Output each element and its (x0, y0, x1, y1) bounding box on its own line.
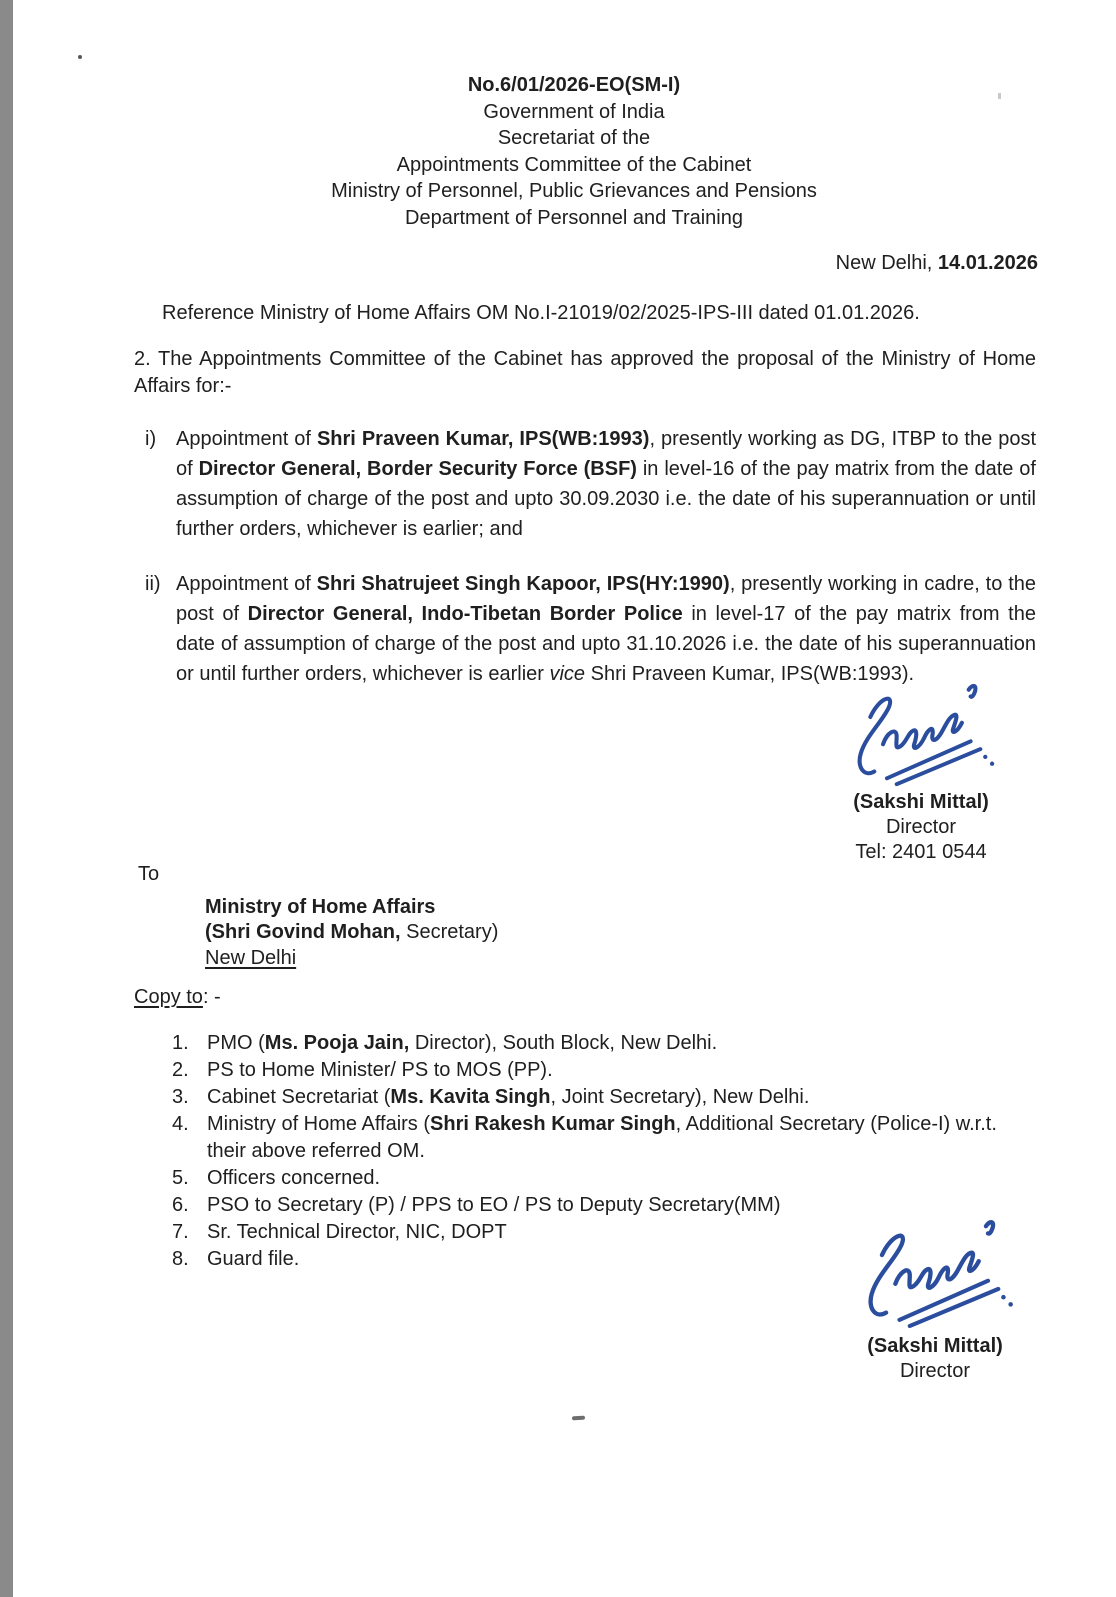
copy-to-item-text: PMO (Ms. Pooja Jain, Director), South Block, New Delhi. (207, 1032, 718, 1054)
list-number: 5. (172, 1167, 189, 1189)
place-and-date: New Delhi, 14.01.2026 (835, 252, 1038, 274)
list-marker: i) (145, 428, 157, 450)
scan-dash-mark (572, 1416, 585, 1421)
list-number: 8. (172, 1248, 189, 1270)
copy-to-heading: Copy to: - (134, 986, 221, 1008)
copy-to-item (134, 1030, 1039, 1057)
appointment-text: Appointment of Shri Shatrujeet Singh Kapoor, IPS(HY:1990), presently working in cadre, to the post of Director General, Indo-Tibetan Border Police in level-17 of the pay matrix from the date of assumption of charge of the post and upto 31.10.2026 i.e. the date of his superannuation or until further orders, whichever is earlier vice Shri Praveen Kumar, IPS(WB:1993). (176, 573, 1036, 685)
copy-to-item-text: Ministry of Home Affairs (Shri Rakesh Kumar Singh, Additional Secretary (Police-I) w.r.t. their above referred OM. (207, 1113, 997, 1162)
signatory-name: (Sakshi Mittal) (853, 791, 989, 813)
copy-to-item-text: Officers concerned. (207, 1167, 381, 1189)
paragraph-text: The Appointments Committee of the Cabinet has approved the proposal of the Ministry of Home Affairs for:- (134, 348, 1036, 397)
paragraph-number: 2. (134, 348, 151, 370)
addressee-person: (Shri Govind Mohan, Secretary) (205, 921, 499, 943)
signature-block-lower (845, 1212, 1025, 1384)
copy-to-item-text: Cabinet Secretariat (Ms. Kavita Singh, Joint Secretary), New Delhi. (207, 1086, 810, 1108)
addressee-city: New Delhi (205, 946, 297, 969)
list-number: 7. (172, 1221, 189, 1243)
list-number: 1. (172, 1032, 189, 1054)
copy-to-item-text: Guard file. (207, 1248, 300, 1270)
copy-to-item (134, 1165, 1039, 1192)
list-number: 6. (172, 1194, 189, 1216)
addressee (205, 895, 498, 972)
letterhead (134, 72, 1014, 231)
copy-to-item (134, 1111, 1039, 1165)
copy-to-item-text: PSO to Secretary (P) / PPS to EO / PS to Deputy Secretary(MM) (207, 1194, 781, 1216)
list-number: 4. (172, 1113, 189, 1135)
letterhead-line: Department of Personnel and Training (405, 206, 743, 229)
copy-to-item-text: PS to Home Minister/ PS to MOS (PP). (207, 1059, 553, 1081)
addressee-block (138, 862, 498, 971)
letterhead-line: Ministry of Personnel, Public Grievances and Pensions (331, 180, 817, 202)
signatory-name: (Sakshi Mittal) (867, 1335, 1003, 1357)
copy-to-item (134, 1057, 1039, 1084)
list-marker: ii) (145, 573, 161, 595)
scan-edge-strip (0, 0, 13, 1597)
signatory-phone: Tel: 2401 0544 (855, 841, 987, 863)
list-number: 3. (172, 1086, 189, 1108)
copy-to-item (134, 1084, 1039, 1111)
scan-speck (78, 55, 82, 59)
to-label: To (138, 863, 160, 885)
appointment-item-ii (145, 569, 1036, 689)
handwritten-signature-ink (835, 678, 1007, 790)
letterhead-line: Secretariat of the (497, 127, 651, 149)
signatory-title: Director (899, 1360, 970, 1382)
signatory-title: Director (885, 816, 956, 838)
letterhead-line: Government of India (483, 100, 665, 123)
copy-to-item-text: Sr. Technical Director, NIC, DOPT (207, 1221, 507, 1243)
list-number: 2. (172, 1059, 189, 1081)
appointment-text: Appointment of Shri Praveen Kumar, IPS(WB:1993), presently working as DG, ITBP to the post of Director General, Border Security Force (BSF) in level-16 of the pay matrix from the date of assumption of charge of the post and upto 30.09.2030 i.e. the date of his superannuation or until further orders, whichever is earlier; and (176, 428, 1037, 540)
reference-line: Reference Ministry of Home Affairs OM No.I-21019/02/2025-IPS-III dated 01.01.2026. (162, 302, 920, 324)
handwritten-signature-ink (848, 1212, 1023, 1334)
paragraph-2 (134, 346, 1036, 399)
file-number: No.6/01/2026-EO(SM-I) (467, 74, 681, 96)
signature-block-upper (832, 678, 1010, 865)
letterhead-line: Appointments Committee of the Cabinet (396, 153, 752, 176)
appointment-item-i (145, 424, 1036, 544)
addressee-org: Ministry of Home Affairs (205, 895, 436, 918)
